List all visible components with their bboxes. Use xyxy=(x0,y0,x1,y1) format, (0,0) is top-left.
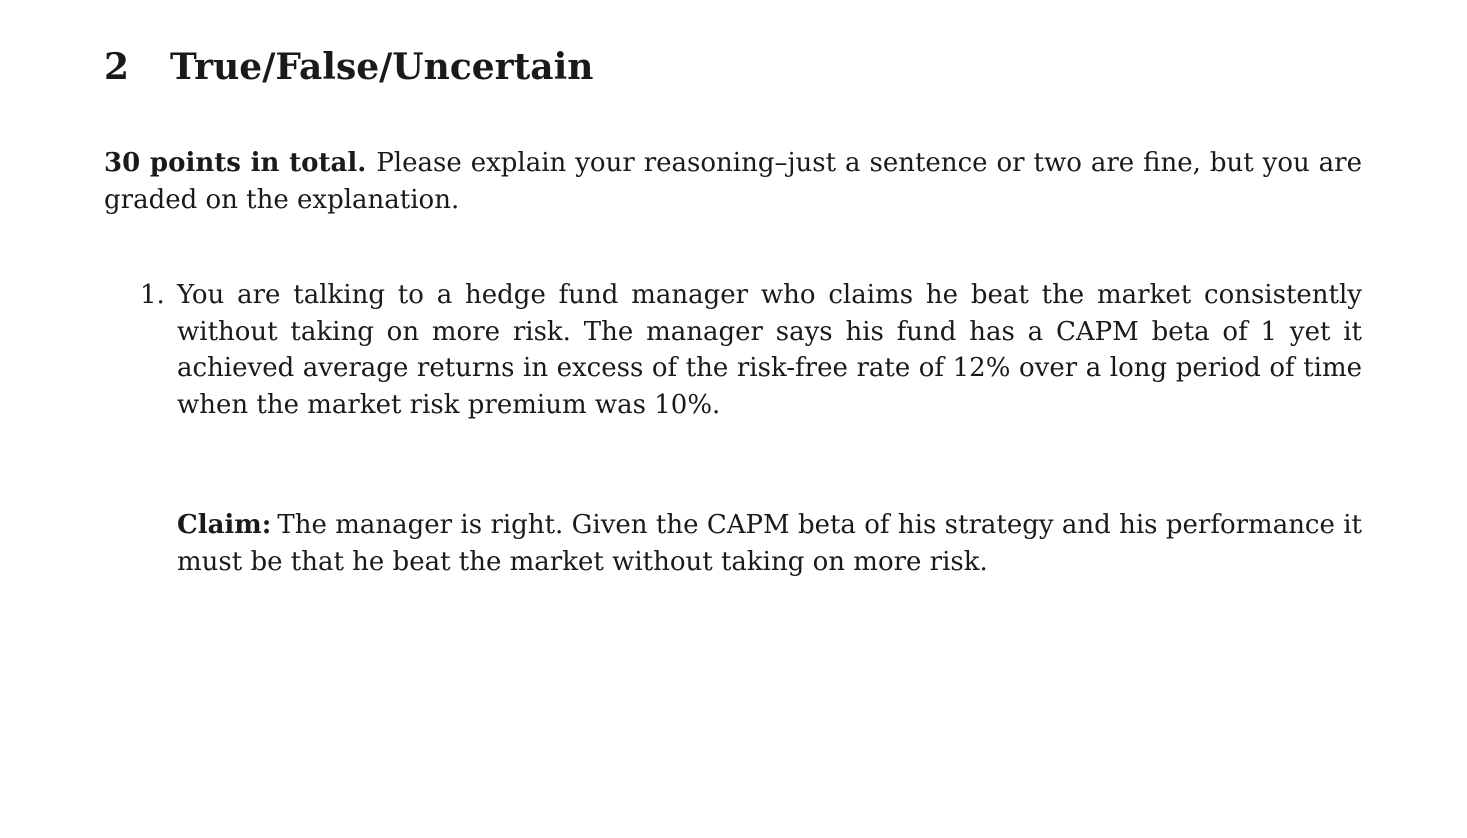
claim-text: The manager is right. Given the CAPM beta of his strategy and his performance it must be that he beat the market without taking on more risk. xyxy=(177,510,1362,577)
section-heading xyxy=(104,44,593,90)
claim-label: Claim: xyxy=(177,510,272,540)
intro-paragraph xyxy=(104,145,1362,218)
question-list xyxy=(104,277,1362,423)
section-number: 2 xyxy=(104,46,130,88)
claim-paragraph xyxy=(177,507,1362,580)
question-text: You are talking to a hedge fund manager who claims he beat the market consistently without taking on more risk. The manager says his fund has a CAPM beta of 1 yet it achieved average returns in excess of the risk-free rate of 12% over a long period of time when the market risk premium was 10%. xyxy=(177,280,1362,420)
question-item xyxy=(104,277,1362,423)
question-number: 1. xyxy=(140,280,165,310)
section-title: True/False/Uncertain xyxy=(170,46,594,88)
intro-points-label: 30 points in total. xyxy=(104,148,367,178)
intro-instructions: Please explain your reasoning–just a sentence or two are fine, but you are graded on the explanation. xyxy=(104,148,1362,215)
